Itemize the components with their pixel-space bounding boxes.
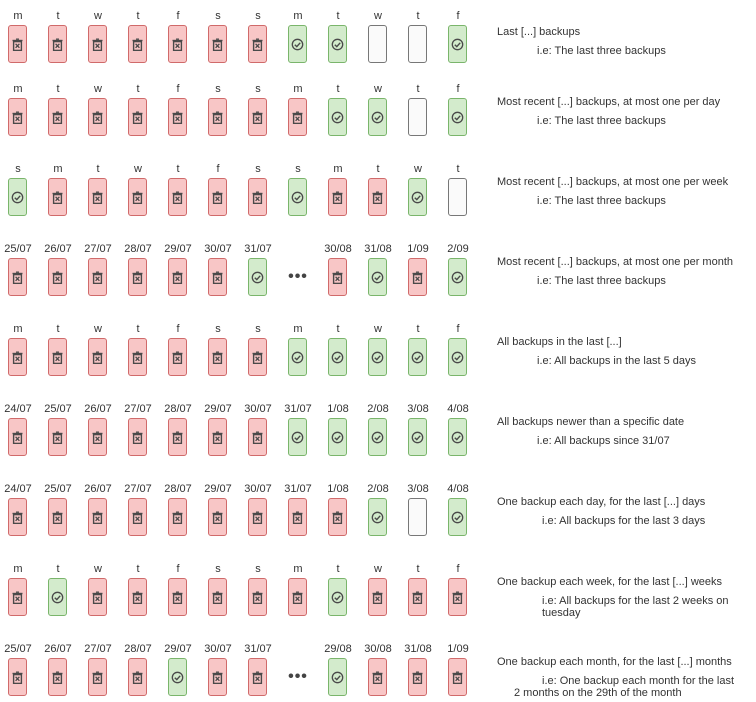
day-label: w [374, 323, 382, 335]
day-label: s [255, 323, 261, 335]
backup-deleted [88, 338, 107, 376]
backup-deleted [88, 498, 107, 536]
day-label: f [456, 83, 460, 95]
rule-example: i.e: All backups since 31/07 [537, 435, 670, 447]
backup-kept [288, 418, 307, 456]
ellipsis: ••• [288, 668, 308, 685]
backup-deleted [208, 498, 227, 536]
backup-kept [368, 338, 387, 376]
rule-example: i.e: The last three backups [537, 275, 666, 287]
backup-kept [328, 338, 347, 376]
rule-example: i.e: The last three backups [537, 45, 666, 57]
day-label: 31/07 [284, 483, 312, 495]
backup-slot-empty [368, 25, 387, 63]
day-label: 1/08 [327, 483, 349, 495]
backup-deleted [48, 498, 67, 536]
day-label: t [336, 563, 340, 575]
day-label: f [176, 563, 180, 575]
backup-kept [48, 578, 67, 616]
day-label: 4/08 [447, 403, 469, 415]
day-label: 27/07 [124, 483, 152, 495]
backup-deleted [48, 258, 67, 296]
day-label: w [374, 10, 382, 22]
ellipsis: ••• [288, 268, 308, 285]
day-label: s [255, 10, 261, 22]
backup-deleted [208, 178, 227, 216]
day-label: 1/08 [327, 403, 349, 415]
day-label: 30/08 [364, 643, 392, 655]
backup-kept [328, 658, 347, 696]
day-label: t [456, 163, 460, 175]
backup-deleted [48, 338, 67, 376]
backup-kept [248, 258, 267, 296]
backup-deleted [328, 258, 347, 296]
backup-deleted [368, 578, 387, 616]
backup-deleted [8, 578, 27, 616]
day-label: m [293, 323, 303, 335]
day-label: t [416, 323, 420, 335]
day-label: w [94, 563, 102, 575]
day-label: 2/08 [367, 483, 389, 495]
day-label: s [215, 563, 221, 575]
backup-deleted [208, 98, 227, 136]
backup-deleted [368, 658, 387, 696]
backup-deleted [408, 578, 427, 616]
backup-kept [328, 418, 347, 456]
day-label: f [456, 10, 460, 22]
backup-deleted [128, 578, 147, 616]
day-label: m [293, 563, 303, 575]
rule-description: Most recent [...] backups, at most one per week [497, 176, 729, 188]
day-label: s [215, 83, 221, 95]
day-label: m [53, 163, 63, 175]
day-label: m [13, 10, 23, 22]
day-label: 30/07 [244, 483, 272, 495]
backup-deleted [248, 498, 267, 536]
day-label: 28/07 [164, 483, 192, 495]
backup-deleted [8, 658, 27, 696]
backup-deleted [248, 418, 267, 456]
day-label: m [13, 323, 23, 335]
day-label: 30/07 [204, 643, 232, 655]
day-label: 27/07 [84, 243, 112, 255]
day-label: t [136, 563, 140, 575]
rule-example: 2 months on the 29th of the month [514, 687, 682, 699]
rule-example: tuesday [542, 607, 581, 619]
day-label: w [374, 83, 382, 95]
day-label: t [336, 83, 340, 95]
backup-deleted [88, 418, 107, 456]
backup-deleted [288, 98, 307, 136]
backup-deleted [168, 418, 187, 456]
backup-kept [168, 658, 187, 696]
backup-kept [448, 258, 467, 296]
backup-kept [328, 98, 347, 136]
day-label: 29/07 [204, 403, 232, 415]
day-label: f [176, 83, 180, 95]
backup-deleted [128, 98, 147, 136]
day-label: 26/07 [84, 403, 112, 415]
day-label: t [336, 10, 340, 22]
day-label: 31/08 [364, 243, 392, 255]
rule-description: All backups newer than a specific date [497, 416, 685, 428]
backup-deleted [8, 498, 27, 536]
backup-deleted [88, 258, 107, 296]
rule-description: One backup each week, for the last [...] weeks [497, 576, 723, 588]
backup-deleted [208, 258, 227, 296]
backup-deleted [128, 25, 147, 63]
backup-deleted [48, 178, 67, 216]
day-label: f [176, 10, 180, 22]
day-label: w [94, 10, 102, 22]
backup-kept [368, 258, 387, 296]
day-label: f [456, 563, 460, 575]
day-label: s [255, 83, 261, 95]
rule-example: i.e: All backups for the last 3 days [542, 515, 706, 527]
day-label: s [255, 563, 261, 575]
backup-deleted [128, 178, 147, 216]
backup-kept [448, 98, 467, 136]
day-label: 25/07 [4, 643, 32, 655]
backup-kept [288, 25, 307, 63]
day-label: 26/07 [44, 243, 72, 255]
backup-deleted [208, 418, 227, 456]
day-label: m [13, 83, 23, 95]
day-label: w [374, 563, 382, 575]
day-label: f [456, 323, 460, 335]
day-label: m [333, 163, 343, 175]
backup-slot-empty [408, 25, 427, 63]
day-label: 29/07 [164, 243, 192, 255]
day-label: 31/07 [284, 403, 312, 415]
day-label: 31/07 [244, 643, 272, 655]
backup-deleted [448, 578, 467, 616]
day-label: 27/07 [84, 643, 112, 655]
backup-kept [328, 25, 347, 63]
day-label: 31/08 [404, 643, 432, 655]
backup-deleted [48, 98, 67, 136]
rule-example: i.e: All backups in the last 5 days [537, 355, 696, 367]
day-label: t [136, 83, 140, 95]
day-label: t [416, 563, 420, 575]
day-label: 31/07 [244, 243, 272, 255]
backup-deleted [48, 658, 67, 696]
day-label: 30/07 [244, 403, 272, 415]
backup-deleted [248, 178, 267, 216]
backup-kept [368, 498, 387, 536]
backup-deleted [168, 98, 187, 136]
day-label: 28/07 [124, 643, 152, 655]
day-label: m [13, 563, 23, 575]
day-label: f [216, 163, 220, 175]
backup-deleted [128, 418, 147, 456]
backup-deleted [88, 25, 107, 63]
backup-deleted [248, 578, 267, 616]
day-label: m [293, 10, 303, 22]
backup-deleted [288, 498, 307, 536]
backup-deleted [128, 658, 147, 696]
rule-description: Last [...] backups [497, 26, 581, 38]
day-label: 27/07 [124, 403, 152, 415]
backup-deleted [8, 338, 27, 376]
backup-deleted [48, 418, 67, 456]
day-label: 29/07 [164, 643, 192, 655]
backup-deleted [168, 178, 187, 216]
day-label: t [416, 83, 420, 95]
backup-deleted [168, 25, 187, 63]
day-label: 29/07 [204, 483, 232, 495]
day-label: 26/07 [44, 643, 72, 655]
day-label: s [15, 163, 21, 175]
day-label: 24/07 [4, 403, 32, 415]
day-label: s [295, 163, 301, 175]
backup-deleted [208, 25, 227, 63]
rule-example: i.e: One backup each month for the last [542, 675, 735, 687]
day-label: 29/08 [324, 643, 352, 655]
day-label: m [293, 83, 303, 95]
backup-deleted [368, 178, 387, 216]
backup-deleted [408, 658, 427, 696]
backup-deleted [248, 98, 267, 136]
day-label: 30/08 [324, 243, 352, 255]
day-label: t [176, 163, 180, 175]
backup-kept [368, 418, 387, 456]
backup-slot-empty [408, 498, 427, 536]
day-label: 25/07 [44, 403, 72, 415]
day-label: t [56, 83, 60, 95]
backup-deleted [208, 658, 227, 696]
day-label: 24/07 [4, 483, 32, 495]
rule-description: One backup each month, for the last [...] months [497, 656, 732, 668]
backup-deleted [8, 25, 27, 63]
backup-kept [328, 578, 347, 616]
rule-description: One backup each day, for the last [...] days [497, 496, 706, 508]
backup-deleted [248, 338, 267, 376]
day-label: f [176, 323, 180, 335]
backup-deleted [448, 658, 467, 696]
day-label: s [215, 323, 221, 335]
backup-deleted [128, 498, 147, 536]
backup-kept [408, 338, 427, 376]
day-label: t [376, 163, 380, 175]
backup-kept [448, 418, 467, 456]
backup-deleted [48, 25, 67, 63]
day-label: 3/08 [407, 403, 429, 415]
day-label: 2/08 [367, 403, 389, 415]
backup-kept [288, 178, 307, 216]
rule-description: All backups in the last [...] [497, 336, 622, 348]
backup-kept [8, 178, 27, 216]
day-label: 2/09 [447, 243, 469, 255]
day-label: 28/07 [124, 243, 152, 255]
day-label: 26/07 [84, 483, 112, 495]
day-label: w [414, 163, 422, 175]
day-label: t [136, 323, 140, 335]
day-label: w [134, 163, 142, 175]
day-label: 25/07 [44, 483, 72, 495]
day-label: t [56, 323, 60, 335]
backup-deleted [288, 578, 307, 616]
backup-deleted [168, 258, 187, 296]
day-label: s [215, 10, 221, 22]
backup-deleted [168, 578, 187, 616]
day-label: t [96, 163, 100, 175]
rule-description: Most recent [...] backups, at most one per day [497, 96, 721, 108]
day-label: 25/07 [4, 243, 32, 255]
day-label: t [56, 10, 60, 22]
backup-deleted [88, 578, 107, 616]
backup-deleted [8, 418, 27, 456]
day-label: 3/08 [407, 483, 429, 495]
day-label: 30/07 [204, 243, 232, 255]
backup-deleted [168, 498, 187, 536]
day-label: t [336, 323, 340, 335]
backup-deleted [8, 98, 27, 136]
rule-example: i.e: The last three backups [537, 195, 666, 207]
backup-deleted [168, 338, 187, 376]
backup-deleted [128, 338, 147, 376]
day-label: 4/08 [447, 483, 469, 495]
backup-deleted [248, 658, 267, 696]
day-label: t [136, 10, 140, 22]
backup-deleted [88, 178, 107, 216]
backup-kept [368, 98, 387, 136]
day-label: t [416, 10, 420, 22]
day-label: 1/09 [407, 243, 429, 255]
backup-deleted [248, 25, 267, 63]
backup-kept [408, 178, 427, 216]
backup-kept [448, 25, 467, 63]
backup-deleted [88, 98, 107, 136]
backup-deleted [328, 178, 347, 216]
day-label: t [56, 563, 60, 575]
backup-deleted [208, 338, 227, 376]
backup-deleted [88, 658, 107, 696]
backup-deleted [328, 498, 347, 536]
backup-kept [288, 338, 307, 376]
backup-deleted [128, 258, 147, 296]
rule-example: i.e: All backups for the last 2 weeks on [542, 595, 729, 607]
day-label: s [255, 163, 261, 175]
day-label: w [94, 323, 102, 335]
backup-kept [448, 338, 467, 376]
rule-example: i.e: The last three backups [537, 115, 666, 127]
day-label: 28/07 [164, 403, 192, 415]
backup-slot-empty [408, 98, 427, 136]
rule-description: Most recent [...] backups, at most one per month [497, 256, 734, 268]
backup-kept [448, 498, 467, 536]
backup-slot-empty [448, 178, 467, 216]
backup-deleted [408, 258, 427, 296]
day-label: w [94, 83, 102, 95]
backup-deleted [8, 258, 27, 296]
day-label: 1/09 [447, 643, 469, 655]
backup-kept [408, 418, 427, 456]
backup-deleted [208, 578, 227, 616]
